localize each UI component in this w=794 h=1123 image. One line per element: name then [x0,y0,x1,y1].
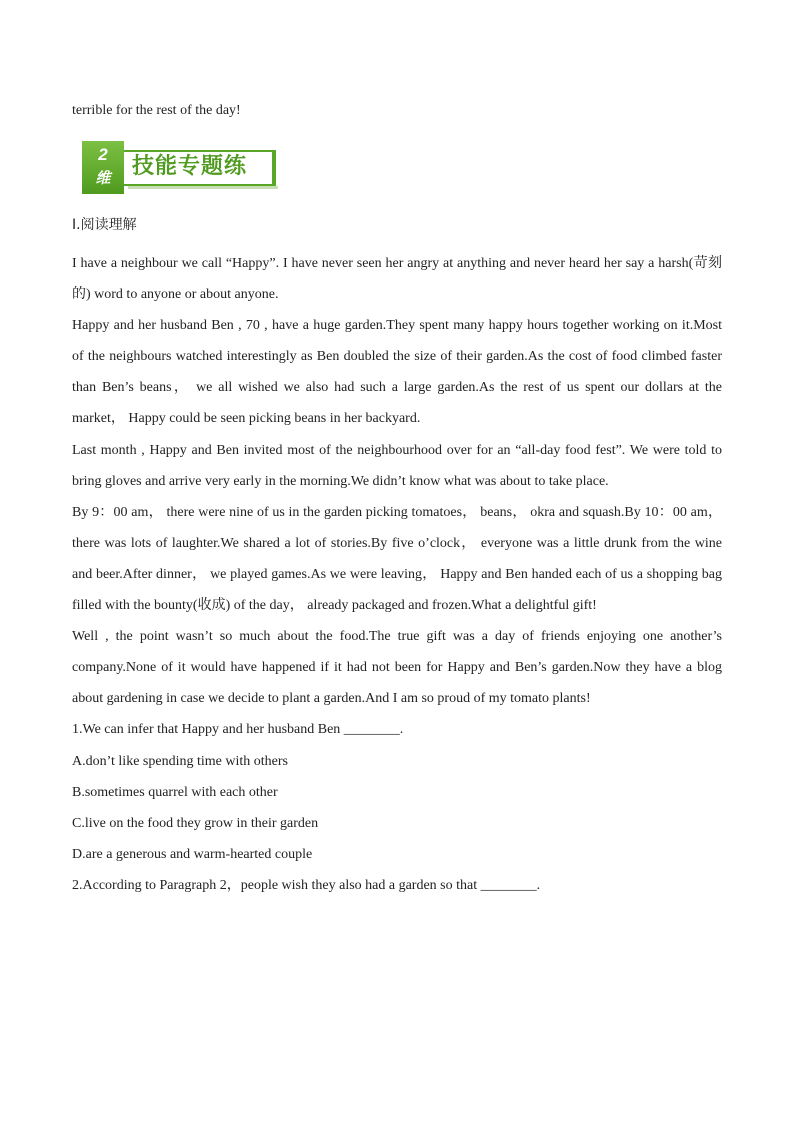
option-a: A.don’t like spending time with others [72,753,288,769]
option-b: B.sometimes quarrel with each other [72,784,278,800]
reading-body [72,248,722,902]
badge-unit: 维 [95,170,111,187]
badge-number-block [82,141,124,194]
paragraph: By 9：00 am， there were nine of us in the garden picking tomatoes， beans， okra and squash.By 10：00 am， there was lots of laughter.We shared a lot of stories.By five o’clock， everyone was a little drunk from the wine and beer.After dinner， we played games.As we were leaving， Happy and Ben handed each of us a shopping bag filled with the bounty(收成) of the day， already packaged and frozen.What a delightful gift! [72,504,722,614]
badge-title-box [124,150,274,186]
badge-shadow [128,186,278,189]
paragraph: Last month , Happy and Ben invited most of the neighbourhood over for an “all-day food fest”. We were told to bring gloves and arrive very early in the morning.We didn’t know what was about to take place. [72,442,722,489]
badge-tail [272,150,276,186]
section-heading: Ⅰ.阅读理解 [72,217,137,233]
paragraph: I have a neighbour we call “Happy”. I have never seen her angry at anything and never heard her say a harsh(苛刻的) word to anyone or about anyone. [72,256,722,303]
badge-number: 2 [98,145,108,164]
paragraph: Happy and her husband Ben , 70 , have a huge garden.They spent many happy hours together working on it.Most of the neighbours watched interestingly as Ben doubled the size of their garden.As the cost of food climbed faster than Ben’s beans， we all wished we also had such a large garden.As the rest of us spent our dollars at the market， Happy could be seen picking beans in her backyard. [72,318,722,427]
paragraph: Well , the point wasn’t so much about the food.The true gift was a day of friends enjoying one another’s company.None of it would have happened if it had not been for Happy and Ben’s garden.Now they have a blog about gardening in case we decide to plant a garden.And I am so proud of my tomato plants! [72,629,722,707]
question-2: 2.According to Paragraph 2，people wish they also had a garden so that ________. [72,878,541,894]
section-badge [82,141,282,197]
carryover-text: terrible for the rest of the day! [72,103,241,118]
badge-title: 技能专题练 [132,154,248,179]
question-1: 1.We can infer that Happy and her husband Ben ________. [72,722,404,738]
option-c: C.live on the food they grow in their garden [72,816,319,832]
option-d: D.are a generous and warm-hearted couple [72,847,313,863]
